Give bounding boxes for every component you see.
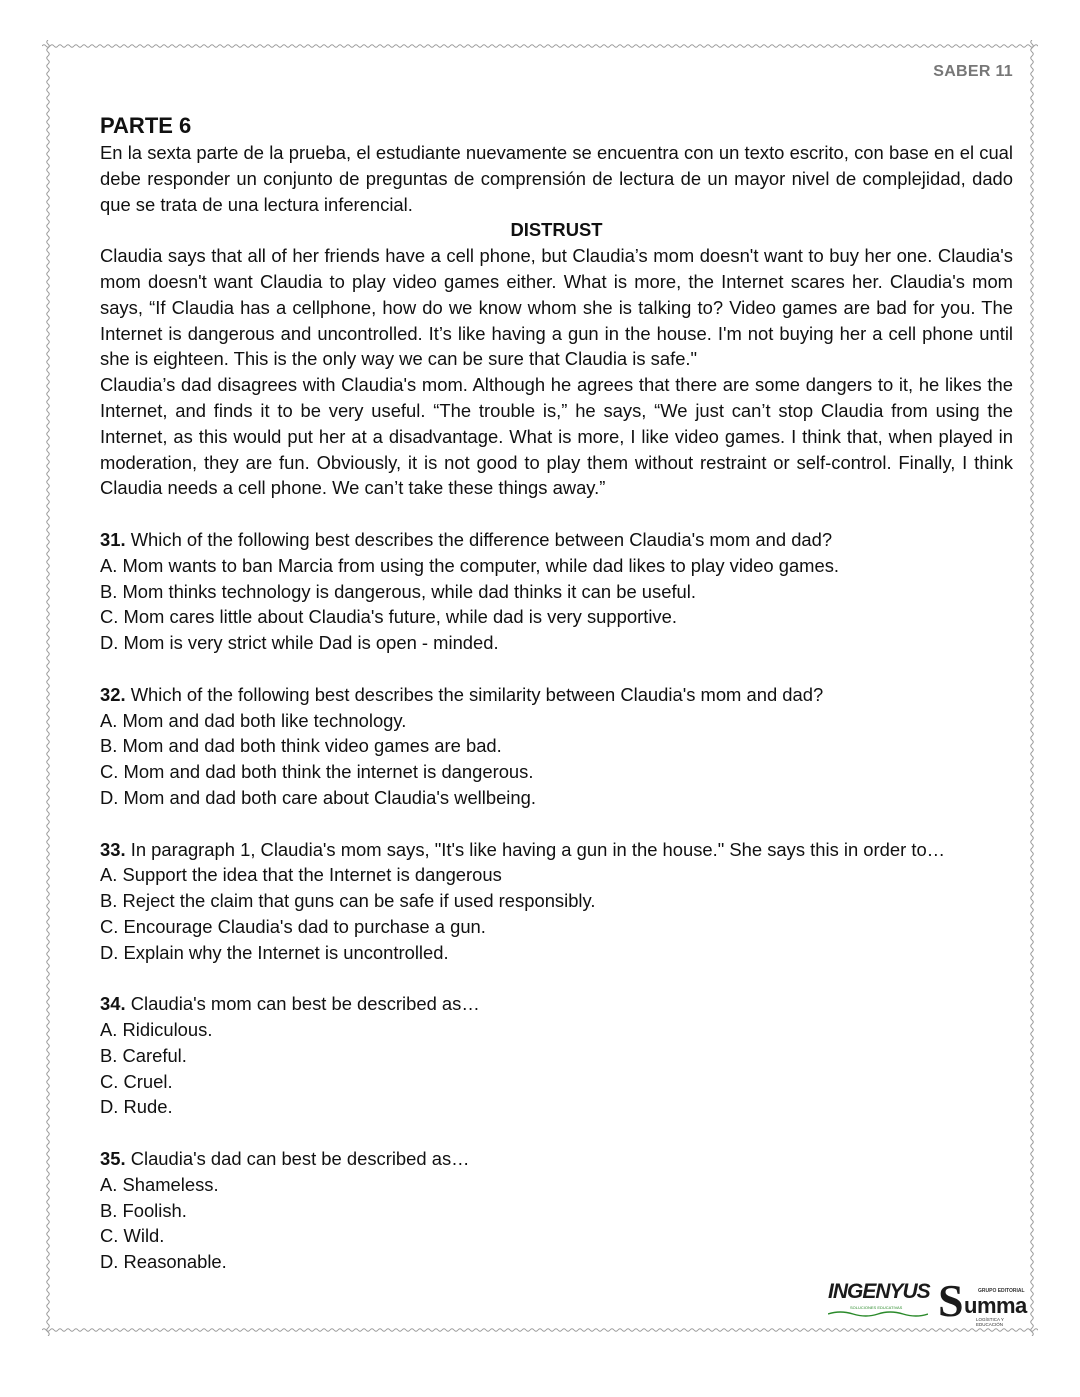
question-text: Which of the following best describes the similarity between Claudia's mom and dad?	[130, 683, 824, 705]
question-number: 35.	[100, 1148, 126, 1170]
question-stem	[100, 837, 1013, 863]
question-stem	[100, 1146, 1013, 1172]
option-b: B. Foolish.	[100, 1199, 187, 1221]
question-text: In paragraph 1, Claudia's mom says, "It's like having a gun in the house." She says this in order to…	[130, 838, 946, 860]
option-a: A. Mom and dad both like technology.	[100, 709, 407, 731]
question-35	[100, 1146, 1013, 1275]
summa-logo-bottom: LOGÍSTICA Y EDUCACIÓN	[976, 1317, 1004, 1327]
summa-logo-top: GRUPO EDITORIAL	[978, 1288, 1025, 1294]
option-b: B. Reject the claim that guns can be safe if used responsibly.	[100, 890, 596, 912]
question-number: 34.	[100, 993, 126, 1015]
option-c: C. Wild.	[100, 1225, 165, 1247]
option-c: C. Encourage Claudia's dad to purchase a gun.	[100, 915, 486, 937]
reading-paragraph-1: Claudia says that all of her friends have a cell phone, but Claudia’s mom doesn't want to buy her one. Claudia's mom doesn't want Claudia to play video games either. What is more, the Internet scares her. Claudia's mom says, “If Claudia has a cellphone, how do we know whom she is talking to? Video games are bad for you. The Internet is dangerous and uncontrolled. It’s like having a gun in the house. I'm not buying her a cell phone until she is eighteen. This is the only way we can be sure that Claudia is safe."	[100, 245, 1013, 370]
question-number: 33.	[100, 838, 126, 860]
part-intro: En la sexta parte de la prueba, el estudiante nuevamente se encuentra con un texto escrito, con base en el cual debe responder un conjunto de preguntas de comprensión de lectura de un mayor nivel de complejidad, dado que se trata de una lectura inferencial.	[100, 142, 1013, 215]
ingenyus-tagline: SOLUCIONES EDUCATIVAS	[850, 1305, 903, 1310]
option-b: B. Careful.	[100, 1044, 187, 1066]
option-d: D. Mom and dad both care about Claudia's wellbeing.	[100, 786, 536, 808]
publisher-logos	[828, 1275, 1028, 1327]
option-b: B. Mom and dad both think video games are bad.	[100, 735, 502, 757]
question-32	[100, 682, 1013, 811]
question-stem	[100, 527, 1013, 553]
question-text: Claudia's dad can best be described as…	[130, 1148, 470, 1170]
reading-title: DISTRUST	[510, 219, 603, 241]
option-c: C. Cruel.	[100, 1070, 173, 1092]
summa-logo-s: S	[938, 1275, 964, 1326]
option-d: D. Mom is very strict while Dad is open - minded.	[100, 632, 499, 654]
option-c: C. Mom and dad both think the internet is dangerous.	[100, 761, 534, 783]
option-d: D. Explain why the Internet is uncontrolled.	[100, 941, 449, 963]
option-c: C. Mom cares little about Claudia's future, while dad is very supportive.	[100, 606, 677, 628]
question-text: Which of the following best describes the difference between Claudia's mom and dad?	[130, 528, 833, 550]
question-text: Claudia's mom can best be described as…	[130, 993, 480, 1015]
question-stem	[100, 991, 1013, 1017]
question-34	[100, 991, 1013, 1120]
option-a: A. Support the idea that the Internet is dangerous	[100, 864, 502, 886]
reading-paragraph-2: Claudia’s dad disagrees with Claudia's mom. Although he agrees that there are some dangers to it, he likes the Internet, and finds it to be very useful. “The trouble is,” he says, “We just can’t stop Claudia from using the Internet, as this would put her at a disadvantage. What is more, I like video games. I think that, when played in moderation, they are fun. Obviously, it is not good to play them without restraint or self-control. Finally, I think Claudia needs a cell phone. We can’t take these things away.”	[100, 374, 1013, 499]
option-b: B. Mom thinks technology is dangerous, while dad thinks it can be useful.	[100, 580, 696, 602]
question-number: 32.	[100, 683, 126, 705]
question-31	[100, 527, 1013, 656]
option-a: A. Shameless.	[100, 1173, 219, 1195]
option-d: D. Rude.	[100, 1096, 173, 1118]
question-33	[100, 837, 1013, 966]
question-number: 31.	[100, 528, 126, 550]
option-a: A. Ridiculous.	[100, 1019, 213, 1041]
exam-header: SABER 11	[933, 63, 1013, 80]
option-a: A. Mom wants to ban Marcia from using the computer, while dad likes to play video games.	[100, 554, 840, 576]
part-title: PARTE 6	[100, 113, 192, 138]
question-stem	[100, 682, 1013, 708]
option-d: D. Reasonable.	[100, 1251, 227, 1273]
ingenyus-logo: INGENYUS	[828, 1280, 930, 1303]
document-body	[100, 112, 1013, 1275]
ingenyus-wave-icon	[828, 1310, 928, 1318]
summa-logo: umma	[964, 1293, 1027, 1318]
